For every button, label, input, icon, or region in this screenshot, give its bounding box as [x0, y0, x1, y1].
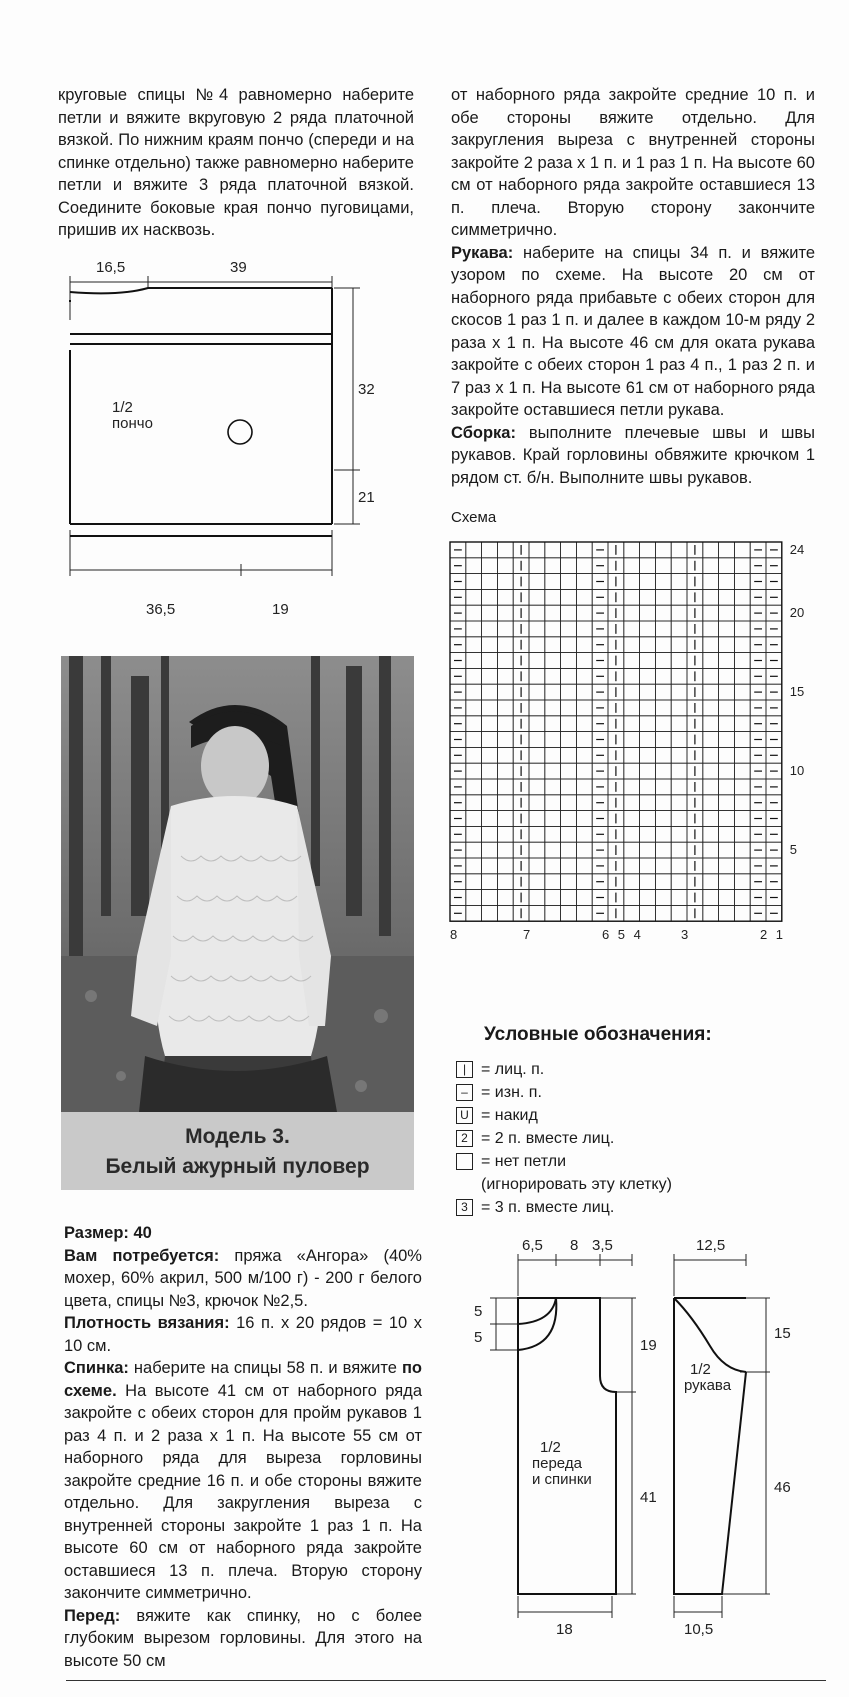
- poncho-diagram: [60, 258, 400, 618]
- instructions-block-1: [64, 1222, 422, 1672]
- chart-row-number: 15: [789, 684, 805, 700]
- chart-col-number: 1: [775, 927, 784, 943]
- knitting-chart: [440, 532, 840, 992]
- back-paragraph: Спинка: наберите на спицы 58 п. и вяжите по схеме. На высоте 41 см от наборного ряда закройте с обеих сторон для пройм рукавов 1 раз 4 п. и 2 раза х 1 п. На высоте 55 см от наборного ряда для выреза горловины закройте средние 16 п. и обе стороны вяжите отдельно. Для закругления выреза с внутренней стороны закройте 1 раз 1 п. На высоте 60 см от наборного ряда закройте оставшиеся 13 п. плеча. Вторую сторону закончите симметрично.: [64, 1359, 422, 1602]
- sleeve-label-fraction: 1/2: [690, 1361, 711, 1378]
- chart-col-number: 3: [681, 927, 689, 943]
- density-paragraph: Плотность вязания: 16 п. х 20 рядов = 10 х 10 см.: [64, 1314, 422, 1355]
- poncho-dim-bottom-left: 36,5: [146, 601, 176, 618]
- bottom-rule: [66, 1680, 826, 1681]
- instructions-block-2: [451, 84, 815, 489]
- poncho-dim-bottom-right: 19: [272, 601, 289, 618]
- body-dim-left-2: 5: [474, 1329, 483, 1346]
- sleeve-dim-right-upper: 15: [774, 1325, 791, 1342]
- poncho-label-fraction: 1/2: [112, 399, 133, 416]
- poncho-dim-top-right: 39: [230, 259, 247, 276]
- knit-symbol-icon: |: [456, 1061, 473, 1078]
- chart-col-number: 6: [602, 927, 610, 943]
- legend-item: | = лиц. п.: [456, 1058, 786, 1081]
- legend-item: U = накид: [456, 1104, 786, 1127]
- legend-title: Условные обозначения:: [484, 1024, 712, 1045]
- body-dim-top-3: 3,5: [592, 1237, 613, 1254]
- poncho-dim-right-lower: 21: [358, 489, 375, 506]
- legend: [456, 1058, 786, 1219]
- body-dim-left-1: 5: [474, 1303, 483, 1320]
- sleeve-label-name: рукава: [684, 1377, 732, 1394]
- front-continued-paragraph: от наборного ряда закройте средние 10 п. и обе стороны вяжите отдельно. Для закругления выреза с внутренней стороны закройте 2 раза х 1 п. и 1 раз 1 п. На высоте 60 см от наборного ряда закройте оставшиеся 13 п. плеча. Вторую сторону закончите симметрично.: [451, 86, 815, 239]
- purl-symbol-icon: –: [456, 1084, 473, 1101]
- sleeve-dim-right-lower: 46: [774, 1479, 791, 1496]
- body-label-back: и спинки: [532, 1471, 592, 1488]
- body-dim-bottom: 18: [556, 1621, 573, 1638]
- chart-row-number: 20: [789, 605, 805, 621]
- chart-row-number: 24: [789, 542, 805, 557]
- schema-label: Схема: [451, 509, 497, 526]
- chart-col-number: 5: [617, 927, 626, 943]
- model-caption-title: Белый ажурный пуловер: [105, 1155, 370, 1178]
- legend-item: 3 = 3 п. вместе лиц.: [456, 1196, 786, 1219]
- chart-col-number: 7: [523, 927, 531, 943]
- chart-row-number: 10: [789, 763, 805, 779]
- assembly-paragraph: Сборка: выполните плечевые швы и швы рукавов. Край горловины обвяжите крючком 1 рядом ст. б/н. Выполните швы рукавов.: [451, 423, 815, 487]
- size-line: Размер: 40: [64, 1224, 152, 1242]
- model-caption: [61, 1112, 414, 1190]
- button-marker: [228, 420, 252, 444]
- k3tog-symbol-icon: 3: [456, 1199, 473, 1216]
- k2tog-symbol-icon: 2: [456, 1130, 473, 1147]
- body-dim-top-2: 8: [570, 1237, 579, 1254]
- chart-row-number: 5: [789, 842, 798, 858]
- materials-paragraph: Вам потребуется: пряжа «Ангора» (40% мохер, 60% акрил, 500 м/100 г) - 200 г белого цвета, спицы №3, крючок №2,5.: [64, 1246, 422, 1310]
- body-label-front: переда: [532, 1455, 582, 1472]
- pattern-diagram: [460, 1236, 830, 1676]
- sleeve-dim-top: 12,5: [696, 1237, 726, 1254]
- body-label-fraction: 1/2: [540, 1439, 561, 1456]
- sleeve-dim-bottom: 10,5: [684, 1621, 714, 1638]
- sleeves-paragraph: Рукава: наберите на спицы 34 п. и вяжите узором по схеме. На высоте 20 см от наборного ряда прибавьте с обеих сторон для скосов 1 раз 1 п. и далее в каждом 10-м ряду 2 раза х 1 п. На высоте 46 см для оката рукава закройте с обеих сторон 1 раз 4 п., 1 раз 2 п. и 7 раз х 1 п. На высоте 61 см от наборного ряда закройте оставшиеся петли рукава.: [451, 243, 815, 419]
- chart-col-number: 8: [450, 927, 458, 943]
- poncho-label-name: пончо: [112, 415, 153, 432]
- model-caption-number: Модель 3.: [185, 1125, 290, 1148]
- yarn-over-symbol-icon: U: [456, 1107, 473, 1124]
- no-stitch-symbol-icon: [456, 1153, 473, 1170]
- poncho-dim-top-left: 16,5: [96, 259, 126, 276]
- body-dim-right-lower: 41: [640, 1489, 657, 1506]
- body-dim-top-1: 6,5: [522, 1237, 543, 1254]
- chart-col-number: 4: [633, 927, 641, 943]
- body-dim-right-upper: 19: [640, 1337, 657, 1354]
- chart-col-number: 2: [760, 927, 768, 943]
- front-paragraph: Перед: вяжите как спинку, но с более глубоким вырезом горловины. Для этого на высоте 50 см: [64, 1606, 422, 1670]
- legend-item: – = изн. п.: [456, 1081, 786, 1104]
- legend-item: = нет петли (игнорировать эту клетку): [456, 1150, 786, 1196]
- intro-text-block: [58, 84, 414, 242]
- poncho-dim-right-upper: 32: [358, 381, 375, 398]
- intro-paragraph: круговые спицы №4 равномерно наберите петли и вяжите вкруговую 2 ряда платочной вязкой. По нижним краям пончо (спереди и на спинке отдельно) также равномерно наберите петли и вяжите 3 ряда платочной вязкой. Соедините боковые края пончо пуговицами, пришив их насквозь.: [58, 86, 414, 239]
- model-photo: [61, 656, 414, 1190]
- legend-item: 2 = 2 п. вместе лиц.: [456, 1127, 786, 1150]
